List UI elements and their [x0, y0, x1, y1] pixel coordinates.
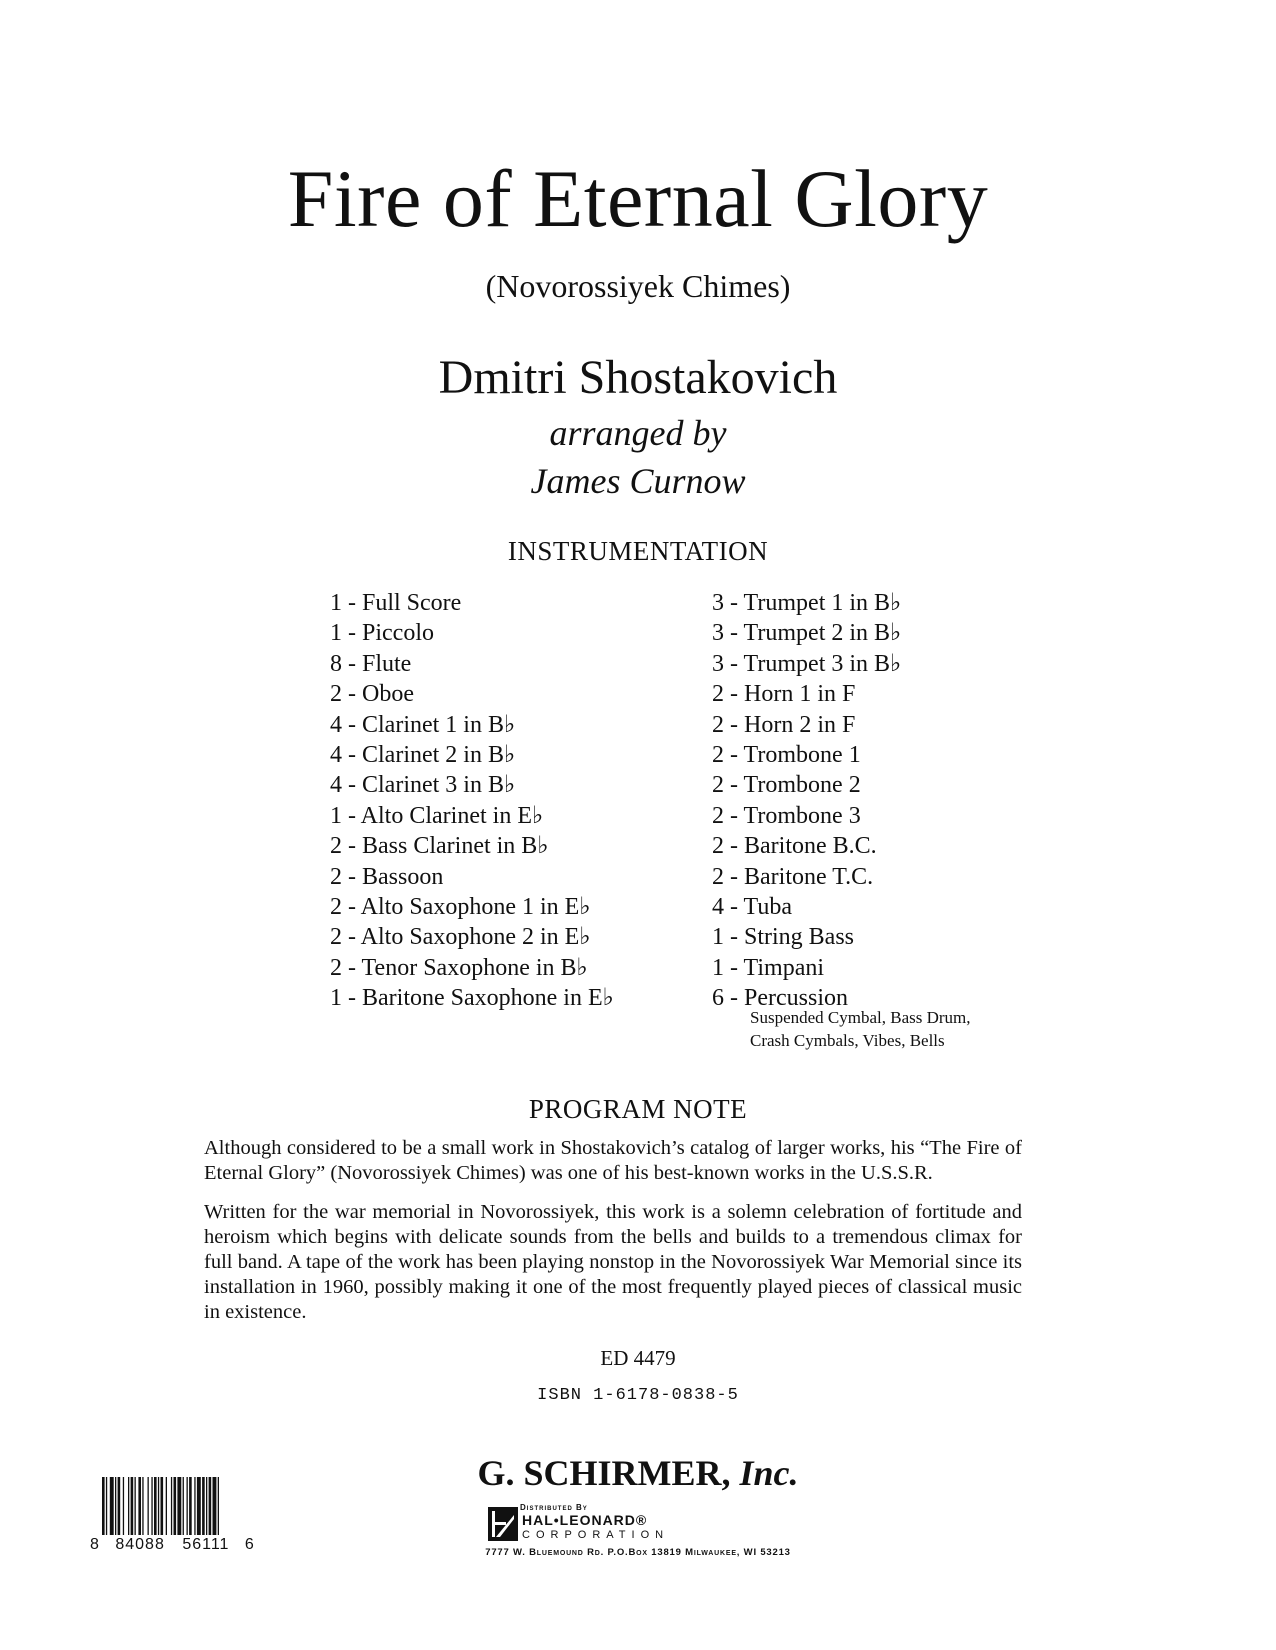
composer: Dmitri Shostakovich: [438, 351, 838, 404]
instrument-item: 1 - Timpani: [712, 954, 825, 981]
arranger: James Curnow: [530, 461, 746, 501]
instrument-item: 3 - Trumpet 1 in B♭: [712, 590, 902, 616]
instrument-item: 2 - Baritone B.C.: [712, 833, 877, 860]
barcode-icon: [100, 1477, 268, 1535]
distributed-by-label: Distributed By: [520, 1503, 588, 1512]
barcode-check-digit: 6: [244, 1536, 255, 1553]
barcode-digits: [90, 1536, 255, 1554]
instrument-item: 2 - Bassoon: [330, 863, 444, 890]
instrument-item: 2 - Horn 1 in F: [712, 681, 856, 708]
isbn: ISBN 1-6178-0838-5: [537, 1386, 739, 1405]
instrument-item: 3 - Trumpet 3 in B♭: [712, 650, 902, 677]
program-note-heading: PROGRAM NOTE: [528, 1094, 748, 1124]
instrument-item: 2 - Oboe: [330, 681, 414, 708]
instrument-item: 2 - Trombone 2: [712, 772, 861, 799]
instrument-item: 8 - Flute: [330, 650, 412, 677]
program-note-paragraph: Written for the war memorial in Novorossiyek, this work is a solemn celebration of fortitude and heroism which begins with delicate sounds from the bells and builds to a tremendous climax for full band. A tape of the work has been playing nonstop in the Novorossiyek War Memorial since its installation in 1960, possibly making it one of the most frequently played pieces of classical music in existence.: [204, 1201, 1022, 1323]
instrument-item: 4 - Tuba: [712, 893, 793, 920]
program-note-paragraph: Although considered to be a small work in Shostakovich’s catalog of larger works, his “The Fire of Eternal Glory” (Novorossiyek Chimes) was one of his best-known works in the U.S.S.R.: [204, 1137, 1022, 1184]
instrument-item: 1 - String Bass: [712, 924, 855, 951]
arranged-by-label: arranged by: [549, 413, 727, 453]
instrument-item: 1 - Piccolo: [330, 620, 434, 647]
barcode-group-1: 84088: [115, 1536, 165, 1553]
barcode-group-2: 56111: [182, 1536, 230, 1553]
instrument-item: 2 - Tenor Saxophone in B♭: [330, 954, 588, 981]
distributor-corporation: CORPORATION: [522, 1529, 670, 1541]
distributor-address: 7777 W. Bluemound Rd. P.O.Box 13819 Milwaukee, WI 53213: [485, 1547, 791, 1558]
instrumentation-right-column: [712, 588, 901, 1013]
instrument-item: 2 - Bass Clarinet in B♭: [330, 833, 549, 860]
instrument-item: 2 - Alto Saxophone 1 in E♭: [330, 893, 591, 920]
subtitle: (Novorossiyek Chimes): [485, 268, 791, 304]
instrumentation-left-column: [330, 588, 614, 1013]
instrument-item: 2 - Trombone 1: [712, 741, 861, 768]
percussion-detail-line: Suspended Cymbal, Bass Drum,: [750, 1008, 971, 1027]
instrument-item: 2 - Baritone T.C.: [712, 863, 874, 890]
hal-leonard-logo-icon: [488, 1507, 518, 1541]
percussion-detail-line: Crash Cymbals, Vibes, Bells: [750, 1031, 945, 1050]
edition-number: ED 4479: [600, 1346, 676, 1370]
instrument-item: 1 - Alto Clarinet in E♭: [330, 802, 544, 829]
instrument-item: 3 - Trumpet 2 in B♭: [712, 620, 902, 647]
instrumentation-heading: INSTRUMENTATION: [507, 536, 769, 566]
instrument-item: 4 - Clarinet 2 in B♭: [330, 741, 516, 768]
publisher-name-text: G. SCHIRMER,: [477, 1453, 731, 1493]
distributor-name: HAL•LEONARD®: [522, 1512, 648, 1528]
instrument-item: 6 - Percussion: [712, 985, 848, 1012]
barcode-lead-digit: 8: [90, 1536, 100, 1553]
instrument-item: 4 - Clarinet 1 in B♭: [330, 711, 516, 738]
instrument-item: 4 - Clarinet 3 in B♭: [330, 772, 516, 799]
instrument-item: 1 - Full Score: [330, 590, 462, 616]
publisher-suffix: Inc.: [739, 1453, 799, 1493]
percussion-detail: [750, 1006, 971, 1052]
instrument-item: 2 - Horn 2 in F: [712, 711, 856, 738]
instrument-item: 2 - Alto Saxophone 2 in E♭: [330, 924, 591, 951]
instrument-item: 2 - Trombone 3: [712, 802, 861, 829]
instrument-item: 1 - Baritone Saxophone in E♭: [330, 985, 614, 1012]
page-title: Fire of Eternal Glory: [287, 153, 989, 244]
